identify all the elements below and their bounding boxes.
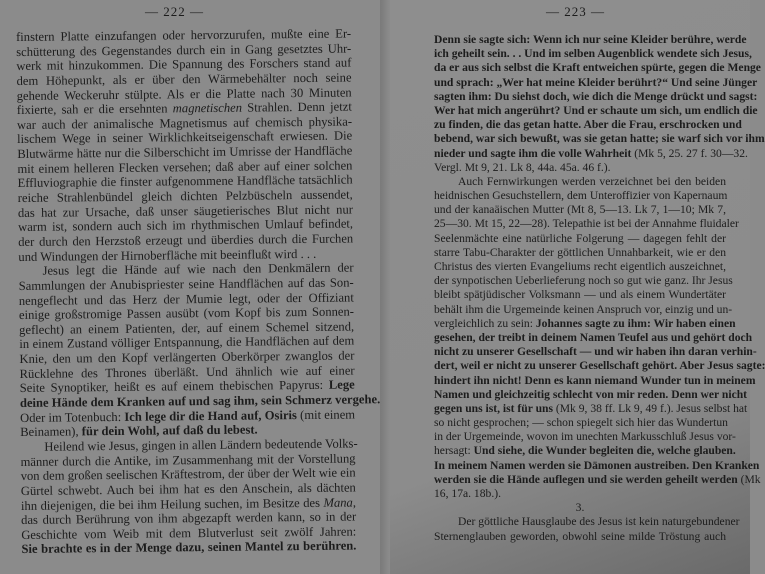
text-segment: finstern Platte einzufangen oder hervorzurufen, mußte eine Er- bbox=[16, 26, 352, 44]
bold-quote-text: Sie brachte es in der Menge dazu, seinen Mantel zu berühren. bbox=[21, 538, 357, 557]
text-segment: Knie, den um den Kopf verlängerten Oberkörper zwanglos der bbox=[19, 348, 355, 367]
text-line bbox=[434, 246, 726, 260]
text-segment: und der kanaäischen Mutter (Mt 8, 5—13. Lk 7, 1—10; Mk 7, bbox=[434, 203, 726, 217]
text-segment: bleibt spätjüdischer Volksmann — und als einem Wundertäter bbox=[434, 288, 726, 302]
page-body-text bbox=[434, 33, 765, 544]
bold-quote-text: Ich lege dir die Hand auf, Osiris bbox=[124, 407, 297, 424]
text-line bbox=[434, 302, 733, 317]
text-segment: Jesus legt die Hände auf wie nach den Denkmälern der bbox=[42, 260, 354, 278]
text-segment: Heilend wie Jesus, gingen in allen Ländern bedeutende Volks- bbox=[44, 436, 358, 454]
text-line bbox=[434, 487, 726, 501]
text-segment: der synpotischen Ueberlieferung noch so gut wie ganz. Ihr Jesus bbox=[434, 274, 733, 288]
text-line bbox=[434, 387, 748, 402]
text-segment: geflecht) an einem Patienten, der, auf einem Schemel sitzend, bbox=[19, 319, 355, 337]
bold-quote-text: bebend, war sich bewußt, was sie getan hatte; sie warf sich vor ihm bbox=[434, 132, 765, 146]
bold-quote-text: Wer hat mich angerührt? Und er schaute um sich, um endlich die bbox=[434, 103, 758, 117]
text-segment: Blutwärme hätte nur die Silberschicht im Umrisse der Handfläche bbox=[17, 143, 353, 162]
text-segment: einige großstromige Passen ausübt (vom Kopf bis zum Sonnen- bbox=[18, 304, 355, 323]
text-segment: männer durch die Antike, im Zusammenhang mit der Vorstellung bbox=[20, 451, 356, 469]
section-number bbox=[434, 501, 726, 515]
text-line bbox=[21, 539, 356, 557]
text-segment: Rücklehne des Thrones überläßt. Und ähnlich wie auf einer bbox=[19, 363, 355, 381]
text-line bbox=[434, 330, 753, 345]
bold-quote-text: sagten ihm: Du siehst doch, wie dich die Menge drückt und sagst: bbox=[434, 89, 758, 103]
text-line bbox=[434, 444, 736, 458]
text-segment: 3. bbox=[575, 501, 585, 515]
text-line bbox=[434, 75, 758, 90]
text-line bbox=[434, 316, 736, 331]
text-segment: (Mk bbox=[737, 472, 761, 486]
text-line bbox=[434, 401, 748, 416]
text-line bbox=[434, 288, 726, 302]
page-body-text bbox=[16, 26, 381, 557]
text-line bbox=[434, 232, 726, 246]
text-line bbox=[434, 103, 758, 118]
bold-quote-text: gegen uns ist, ist für uns bbox=[434, 401, 553, 415]
text-segment: Vergl. Mt 9, 21. Lk 8, 44a. 45a. 46 f.). bbox=[434, 160, 611, 174]
bold-quote-text: In meinem Namen werden sie Dämonen austreiben. Den Kranken bbox=[434, 458, 760, 472]
italic-text: Mana bbox=[323, 494, 353, 510]
text-segment: der durch den Herzstoß erzeugt und überdies durch die Furchen bbox=[18, 231, 354, 249]
text-segment: behält ihm die Urgemeinde keinen Anspruch vor, einzig und un- bbox=[434, 302, 733, 316]
book-gutter bbox=[380, 0, 390, 574]
text-segment: von dem großen seelischen Kräftestrom, der über der Welt wie ein bbox=[20, 465, 356, 484]
text-segment: Der göttliche Hausglaube des Jesus ist kein naturgebundener bbox=[458, 515, 740, 529]
text-line bbox=[434, 345, 757, 359]
text-segment: Sammlungen der Anubispriester seine Handflächen auf das Son- bbox=[18, 275, 354, 293]
text-segment: nengeflecht und das Herz der Mumie legt, oder der Offiziant bbox=[18, 290, 354, 308]
text-segment: 16, 17a. 18b.). bbox=[434, 487, 501, 500]
text-segment: war auch der animalische Magnetismus auf chemisch physika- bbox=[16, 114, 353, 132]
bold-quote-text: Denn sie sagte sich: Wenn ich nur seine Kleider berühre, werde bbox=[434, 33, 747, 46]
text-segment: ihn diejenigen, die bei ihm Heilung suchen, im Besitze des bbox=[20, 495, 324, 513]
text-segment: Oder im Totenbuch: bbox=[19, 409, 125, 425]
bold-quote-text: hindert ihn nicht! Denn es kann niemand Wunder tun in meinem bbox=[434, 373, 756, 387]
text-segment: Effluviographie die finster aufgenommene Handfläche tatsächlich bbox=[17, 172, 353, 191]
text-line bbox=[434, 472, 761, 487]
text-segment: vergleichlich zu sein: bbox=[434, 316, 536, 330]
text-segment: mit einem helleren Flecken versehen; daß aber auf einer solchen bbox=[17, 158, 353, 176]
text-segment: Gürtel schwebt. Auch bei ihm hat es den Anschein, als dächten bbox=[20, 480, 356, 498]
text-line bbox=[434, 47, 752, 61]
text-segment: in einem Zustand völliger Entspannung, die Handflächen auf dem bbox=[19, 333, 355, 352]
text-line bbox=[434, 530, 726, 544]
page-number: — 223 — bbox=[546, 4, 605, 19]
text-segment: so nicht gesprochen; — schon spiegelt sich hier das Wundertun bbox=[434, 416, 728, 430]
text-line bbox=[434, 189, 726, 203]
text-segment: starre Tabu-Charakter der göttlichen Unnahbarkeit, wie er den bbox=[434, 245, 726, 259]
bold-quote-text: nicht zu unserer Gesellschaft — und wir haben ihn daran verhin- bbox=[434, 345, 757, 359]
text-line bbox=[434, 89, 758, 104]
text-segment: Seelenmächte eine natürliche Folgerung — dagegen fehlt der bbox=[434, 231, 726, 245]
text-line bbox=[434, 175, 726, 189]
text-line bbox=[434, 260, 726, 274]
text-segment: Sternenglauben geworden, obwohl seine milde Tröstung auch bbox=[434, 529, 726, 543]
text-segment: hersagt: bbox=[434, 444, 474, 458]
italic-text: magnetischen bbox=[172, 100, 243, 116]
text-segment: dem Höhepunkt, als er über den Wärmebehälter noch seine bbox=[16, 70, 352, 88]
text-segment: heidnischen Gesuchstellern, dem Unteroffizier von Kapernaum bbox=[434, 189, 728, 203]
text-line bbox=[434, 373, 756, 388]
bold-quote-text: Namen und gleichzeitig schlecht von mir reden. Denn wer nicht bbox=[434, 387, 748, 401]
bold-quote-text: deine Hände dem Kranken auf und sag ihm, sein Schmerz vergehe. bbox=[19, 392, 381, 410]
text-segment: das hat zur Ursache, daß unser säugetierisches Blut nicht nur bbox=[17, 202, 353, 220]
text-line bbox=[434, 132, 765, 146]
text-segment: Geschichte vom Weib mit dem Blutverlust seit zwölf Jahren: bbox=[21, 524, 357, 542]
text-line bbox=[434, 416, 726, 430]
text-line bbox=[434, 217, 739, 231]
text-line bbox=[434, 161, 726, 175]
text-segment: (Mk 5, 25. 27 f. 30—32. bbox=[631, 146, 748, 160]
text-segment: (Mk 9, 38 ff. Lk 9, 49 f.). Jesus selbst hat bbox=[552, 401, 748, 415]
text-segment: in der Urgemeinde, wovon im unechten Markusschluß Jesus vor- bbox=[434, 430, 736, 444]
text-segment: , bbox=[352, 494, 357, 509]
bold-quote-text: nieder und sagte ihm die volle Wahrheit bbox=[434, 146, 632, 160]
text-segment: Beinamen), bbox=[20, 424, 82, 440]
text-segment: reiche Strahlenbündel gleich dichten Pelzbüscheln aussendet, bbox=[17, 187, 353, 206]
text-segment: fixierte, sah er die ersehnten bbox=[16, 101, 173, 118]
text-segment: werk mit hinzukommen. Die Spannung des Forschers stand auf bbox=[16, 55, 352, 74]
text-segment: und Windungen der Hirnoberfläche mit beeinflußt wird . . . bbox=[18, 246, 317, 264]
text-segment: Strahlen. Denn jetzt bbox=[241, 99, 352, 115]
bold-quote-text: und sprach: „Wer hat meine Kleider berührt?“ Und seine Jünger bbox=[434, 75, 758, 89]
text-segment: warm ist, sondern auch sich im rhythmischen Umlauf befindet, bbox=[17, 216, 354, 235]
text-segment: Seite Synoptiker, heißt es auf einem thebischen Papyrus: bbox=[19, 378, 329, 396]
bold-quote-text: dert, weil er nicht zu unserer Gesellschaft gehört. Aber Jesus sagte: bbox=[434, 359, 765, 373]
text-segment: (mit einem bbox=[296, 407, 356, 422]
left-page bbox=[0, 0, 380, 574]
text-line bbox=[434, 33, 747, 47]
text-line bbox=[434, 118, 742, 132]
bold-quote-text: Lege bbox=[328, 377, 355, 393]
text-segment: Christus des vierten Evangeliums recht eigentlich auszeichnet, bbox=[434, 260, 726, 273]
bold-quote-text: werden sie die Hände auflegen und sie werden geheilt werden bbox=[434, 472, 738, 486]
bold-quote-text: zu finden, die das getan hatte. Aber die Frau, erschrocken und bbox=[434, 118, 742, 132]
text-line bbox=[434, 515, 740, 529]
text-segment: das durch Berührung von ihm abgezapft werden kann, so in der bbox=[21, 509, 357, 528]
text-line bbox=[434, 359, 765, 373]
right-page bbox=[380, 0, 765, 574]
text-segment: gehende Weckeruhr stülpte. Als er die Platte nach 30 Minuten bbox=[16, 85, 352, 103]
page-number: — 222 — bbox=[145, 4, 204, 19]
bold-quote-text: Und siehe, die Wunder begleiten die, welche glauben. bbox=[473, 444, 736, 458]
text-line bbox=[434, 146, 748, 161]
bold-quote-text: ich geheilt sein. . . Und im selben Augenblick wendete sich Jesus, bbox=[434, 47, 752, 61]
text-segment: lischem Wege in seiner Wirklichkeitseigenschaft erwiesen. Die bbox=[17, 128, 353, 147]
text-segment: Auch Fernwirkungen werden verzeichnet bei den beiden bbox=[458, 174, 726, 188]
text-segment: 25—30. Mt 15, 22—28). Telepathie ist bei der Annahme fluidaler bbox=[434, 217, 739, 231]
text-line bbox=[434, 274, 733, 288]
text-line bbox=[434, 430, 736, 444]
text-line bbox=[434, 61, 761, 75]
text-line bbox=[434, 458, 760, 473]
text-line bbox=[434, 203, 726, 217]
text-segment: schütterung des Gegenstandes durch ein in Gang gesetztes Uhr- bbox=[16, 41, 352, 59]
bold-quote-text: für dein Wohl, auf daß du lebest. bbox=[81, 422, 258, 439]
bold-quote-text: gesehen, der treibt in deinem Namen Teufel aus und gehört doch bbox=[434, 330, 753, 344]
bold-quote-text: da er aus sich selbst die Kraft entweichen spürte, gegen die Menge bbox=[434, 61, 761, 75]
bold-quote-text: Johannes sagte zu ihm: Wir haben einen bbox=[535, 316, 736, 330]
